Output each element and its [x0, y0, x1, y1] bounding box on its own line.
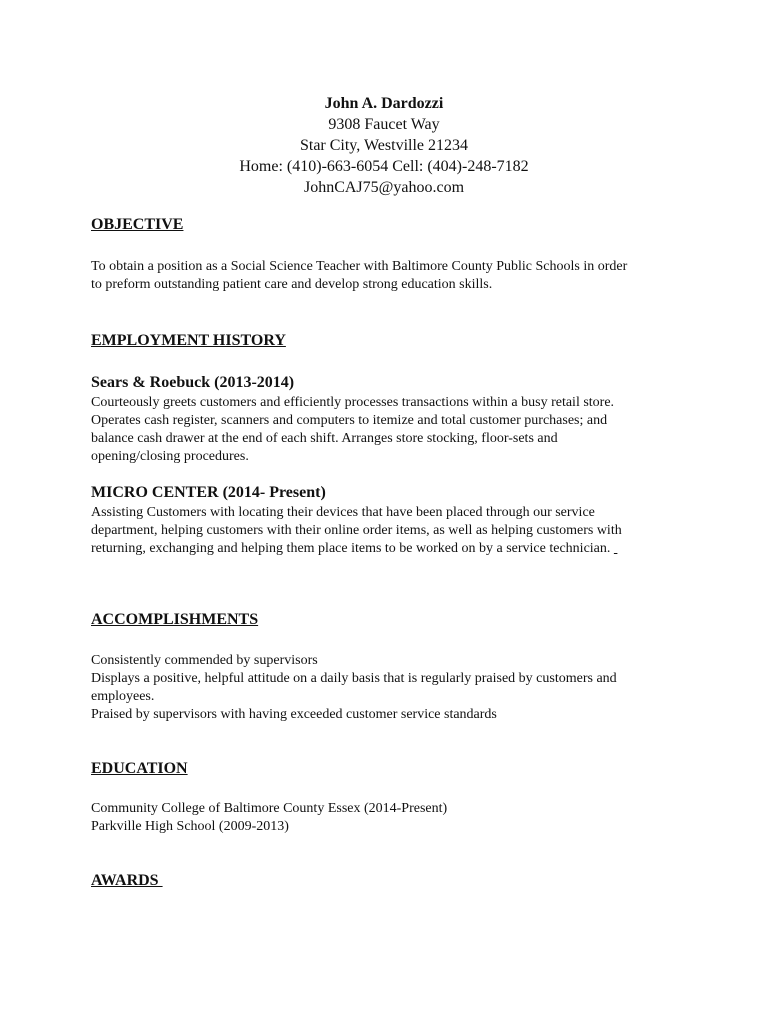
accomplishments-heading: ACCOMPLISHMENTS — [91, 611, 259, 628]
email-address: JohnCAJ75@yahoo.com — [303, 179, 465, 196]
job-description-line: balance cash drawer at the end of each shift. Arranges store stocking, floor-sets and — [91, 431, 558, 446]
accomplishment-line: Displays a positive, helpful attitude on a daily basis that is regularly praised by customers and — [91, 671, 617, 686]
accomplishments-list — [91, 652, 671, 724]
education-list — [91, 800, 671, 836]
applicant-name: John A. Dardozzi — [324, 95, 444, 112]
employment-history-heading: EMPLOYMENT HISTORY — [91, 332, 286, 349]
accomplishment-line: Consistently commended by supervisors — [91, 653, 318, 668]
accomplishment-line: Praised by supervisors with having exceeded customer service standards — [91, 707, 497, 722]
awards-heading: AWARDS — [91, 872, 163, 889]
job-description-line: Courteously greets customers and efficiently processes transactions within a busy retail store. — [91, 395, 615, 410]
objective-line: To obtain a position as a Social Science Teacher with Baltimore County Public Schools in order — [91, 259, 628, 274]
phone-numbers: Home: (410)-663-6054 Cell: (404)-248-7182 — [239, 158, 529, 175]
accomplishment-line: employees. — [91, 689, 155, 704]
job-title-sears: Sears & Roebuck (2013-2014) — [91, 374, 295, 391]
job-description-line: Operates cash register, scanners and computers to itemize and total customer purchases; and — [91, 413, 608, 428]
objective-line: to preform outstanding patient care and develop strong education skills. — [91, 277, 493, 292]
education-line: Parkville High School (2009-2013) — [91, 819, 289, 834]
job-description-line — [91, 540, 671, 558]
education-heading: EDUCATION — [91, 760, 188, 777]
job-description-line: Assisting Customers with locating their devices that have been placed through our service — [91, 505, 595, 520]
contact-header — [0, 93, 768, 198]
trailing-underline-mark — [614, 541, 618, 556]
city-state-zip: Star City, Westville 21234 — [299, 137, 469, 154]
objective-heading: OBJECTIVE — [91, 216, 184, 233]
education-line: Community College of Baltimore County Essex (2014-Present) — [91, 801, 448, 816]
job-description-micro-center — [91, 504, 671, 558]
street-address: 9308 Faucet Way — [328, 116, 440, 133]
job-title-micro-center: MICRO CENTER (2014- Present) — [91, 484, 326, 501]
job-description-line: opening/closing procedures. — [91, 449, 249, 464]
job-description-sears — [91, 394, 671, 466]
job-description-line: department, helping customers with their online order items, as well as helping customers with — [91, 523, 622, 538]
job-description-text: returning, exchanging and helping them place items to be worked on by a service technician. — [91, 541, 614, 556]
objective-text — [91, 258, 671, 294]
